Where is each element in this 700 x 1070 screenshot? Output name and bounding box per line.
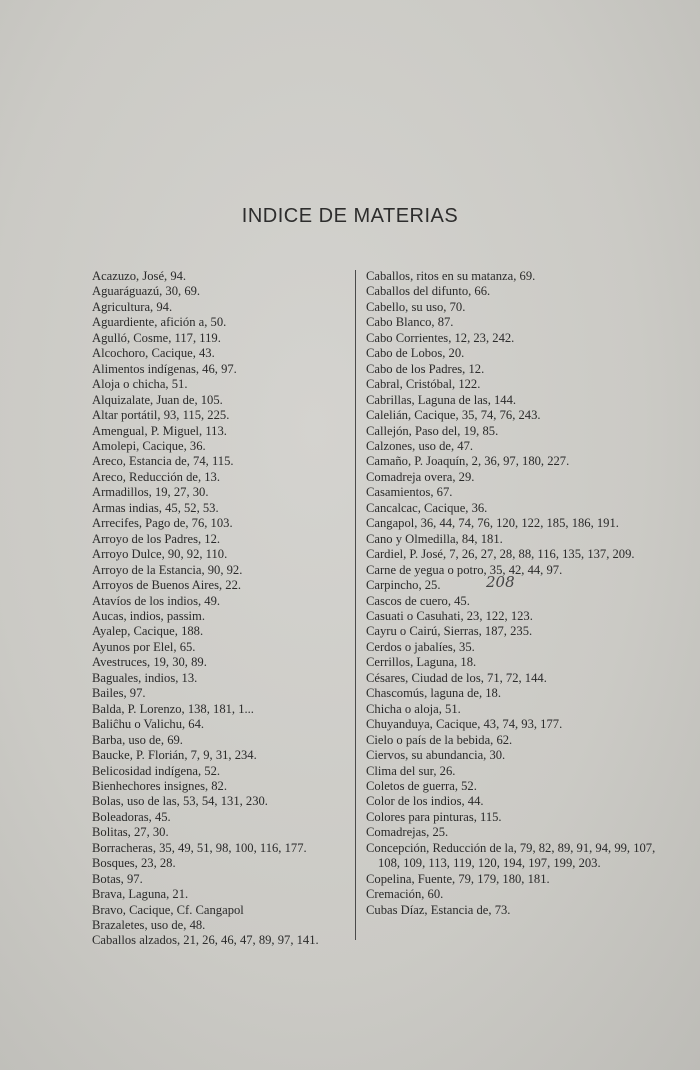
index-entry: Chascomús, laguna de, 18.	[366, 686, 502, 701]
index-entry: Calzones, uso de, 47.	[366, 438, 474, 453]
index-entry: Colores para pinturas, 115.	[366, 809, 502, 824]
index-entry: Aloja o chicha, 51.	[92, 377, 188, 392]
index-entry: Aguardiente, afición a, 50.	[92, 315, 227, 330]
index-entry: Baguales, indios, 13.	[92, 670, 198, 685]
index-entry: Concepción, Reducción de la, 79, 82, 89, 91, 94, 99, 107, 108, 109, 113, 119, 120, 194, 197, 199, 203.	[366, 840, 656, 871]
index-entry: Césares, Ciudad de los, 71, 72, 144.	[366, 670, 547, 685]
index-entry: Cerdos o jabalíes, 35.	[366, 639, 475, 654]
index-entry: Bolitas, 27, 30.	[92, 825, 169, 840]
index-entry: Casamientos, 67.	[366, 485, 453, 500]
index-entry: Chicha o aloja, 51.	[366, 701, 461, 716]
index-entry: Amolepi, Cacique, 36.	[92, 438, 206, 453]
index-entry: Bravo, Cacique, Cf. Cangapol	[92, 902, 244, 917]
index-entry: Botas, 97.	[92, 871, 143, 886]
index-entry: Bosques, 23, 28.	[92, 856, 176, 871]
index-entry: Cayru o Cairú, Sierras, 187, 235.	[366, 624, 533, 639]
index-entry: Calelián, Cacique, 35, 74, 76, 243.	[366, 408, 541, 423]
index-entry: Arroyo de los Padres, 12.	[92, 531, 221, 546]
index-entry: Caballos, ritos en su matanza, 69.	[366, 269, 536, 283]
index-entry: Chuyanduya, Cacique, 43, 74, 93, 177.	[366, 717, 563, 732]
index-entry: Cabrillas, Laguna de las, 144.	[366, 392, 517, 407]
index-entry: Cubas Díaz, Estancia de, 73.	[366, 902, 511, 917]
index-entry: Bolas, uso de las, 53, 54, 131, 230.	[92, 794, 268, 809]
index-entry: Aguaráguazú, 30, 69.	[92, 284, 201, 299]
index-entry: Barba, uso de, 69.	[92, 732, 183, 747]
index-entry: Bienhechores insignes, 82.	[92, 778, 228, 793]
index-entry: Cancalcac, Cacique, 36.	[366, 500, 488, 515]
index-entry: Amengual, P. Miguel, 113.	[92, 423, 227, 438]
index-entry: Callejón, Paso del, 19, 85.	[366, 423, 499, 438]
index-entry: Arrecifes, Pago de, 76, 103.	[92, 516, 233, 531]
index-entry: Carne de yegua o potro, 35, 42, 44, 97.	[366, 562, 563, 577]
index-entry: Clima del sur, 26.	[366, 763, 456, 778]
column-divider	[355, 270, 356, 940]
index-entry: Belicosidad indígena, 52.	[92, 763, 221, 778]
index-entry: Color de los indios, 44.	[366, 794, 484, 809]
index-entry: Brava, Laguna, 21.	[92, 887, 189, 902]
index-column-right	[366, 269, 656, 918]
index-entry: Baliĉhu o Valichu, 64.	[92, 717, 205, 732]
index-entry: Agulló, Cosme, 117, 119.	[92, 330, 221, 345]
index-entry: Cascos de cuero, 45.	[366, 593, 470, 608]
index-entry: Cabral, Cristóbal, 122.	[366, 377, 481, 392]
index-entry: Ciervos, su abundancia, 30.	[366, 748, 506, 763]
index-entry: Arroyos de Buenos Aires, 22.	[92, 578, 242, 593]
index-entry: Copelina, Fuente, 79, 179, 180, 181.	[366, 871, 550, 886]
index-entry: Alquizalate, Juan de, 105.	[92, 392, 223, 407]
index-entry: Alcochoro, Cacique, 43.	[92, 346, 215, 361]
index-entry: Camaño, P. Joaquín, 2, 36, 97, 180, 227.	[366, 454, 570, 469]
index-entry: Cabo Corrientes, 12, 23, 242.	[366, 330, 515, 345]
index-entry: Cardiel, P. José, 7, 26, 27, 28, 88, 116, 135, 137, 209.	[366, 547, 635, 562]
index-entry: Arroyo Dulce, 90, 92, 110.	[92, 547, 228, 562]
index-entry: Armadillos, 19, 27, 30.	[92, 485, 209, 500]
index-entry: Borracheras, 35, 49, 51, 98, 100, 116, 177.	[92, 840, 307, 855]
index-entry: Atavíos de los indios, 49.	[92, 593, 221, 608]
index-entry: Coletos de guerra, 52.	[366, 778, 477, 793]
index-entry: Comadrejas, 25.	[366, 825, 449, 840]
index-entry: Bailes, 97.	[92, 686, 146, 701]
index-entry: Caballos del difunto, 66.	[366, 284, 491, 299]
index-entry: Armas indias, 45, 52, 53.	[92, 500, 219, 515]
index-entry: Aucas, indios, passim.	[92, 608, 205, 623]
index-entry: Brazaletes, uso de, 48.	[92, 918, 206, 933]
index-entry: Areco, Estancia de, 74, 115.	[92, 454, 234, 469]
index-entry: Boleadoras, 45.	[92, 809, 171, 824]
index-entry: Areco, Reducción de, 13.	[92, 469, 220, 484]
index-entry: Cabo Blanco, 87.	[366, 315, 454, 330]
index-entry: Alimentos indígenas, 46, 97.	[92, 361, 237, 376]
index-entry: Cabello, su uso, 70.	[366, 299, 466, 314]
index-entry: Comadreja overa, 29.	[366, 469, 475, 484]
index-entry: Acazuzo, José, 94.	[92, 269, 187, 283]
index-entry: Cangapol, 36, 44, 74, 76, 120, 122, 185, 186, 191.	[366, 516, 619, 531]
index-entry: Cerrillos, Laguna, 18.	[366, 655, 477, 670]
index-entry: Cano y Olmedilla, 84, 181.	[366, 531, 503, 546]
index-entry: Ayunos por Elel, 65.	[92, 639, 196, 654]
index-entry: Arroyo de la Estancia, 90, 92.	[92, 562, 243, 577]
index-entry: Cabo de Lobos, 20.	[366, 346, 465, 361]
index-entry: Caballos alzados, 21, 26, 46, 47, 89, 97, 141.	[92, 933, 319, 948]
index-entry: Agricultura, 94.	[92, 299, 173, 314]
page-title: INDICE DE MATERIAS	[241, 205, 459, 227]
index-entry: Carpincho, 25.	[366, 578, 441, 593]
index-entry: Casuati o Casuhati, 23, 122, 123.	[366, 608, 533, 623]
index-entry: Altar portátil, 93, 115, 225.	[92, 408, 230, 423]
handwritten-note: 208	[486, 573, 515, 591]
index-entry: Cremación, 60.	[366, 887, 444, 902]
index-entry: Balda, P. Lorenzo, 138, 181, 1...	[92, 701, 254, 716]
index-entry: Cabo de los Padres, 12.	[366, 361, 485, 376]
index-entry: Cielo o país de la bebida, 62.	[366, 732, 513, 747]
index-entry: Ayalep, Cacique, 188.	[92, 624, 204, 639]
index-entry: Baucke, P. Florián, 7, 9, 31, 234.	[92, 748, 257, 763]
index-column-left	[92, 269, 354, 949]
index-entry: Avestruces, 19, 30, 89.	[92, 655, 207, 670]
